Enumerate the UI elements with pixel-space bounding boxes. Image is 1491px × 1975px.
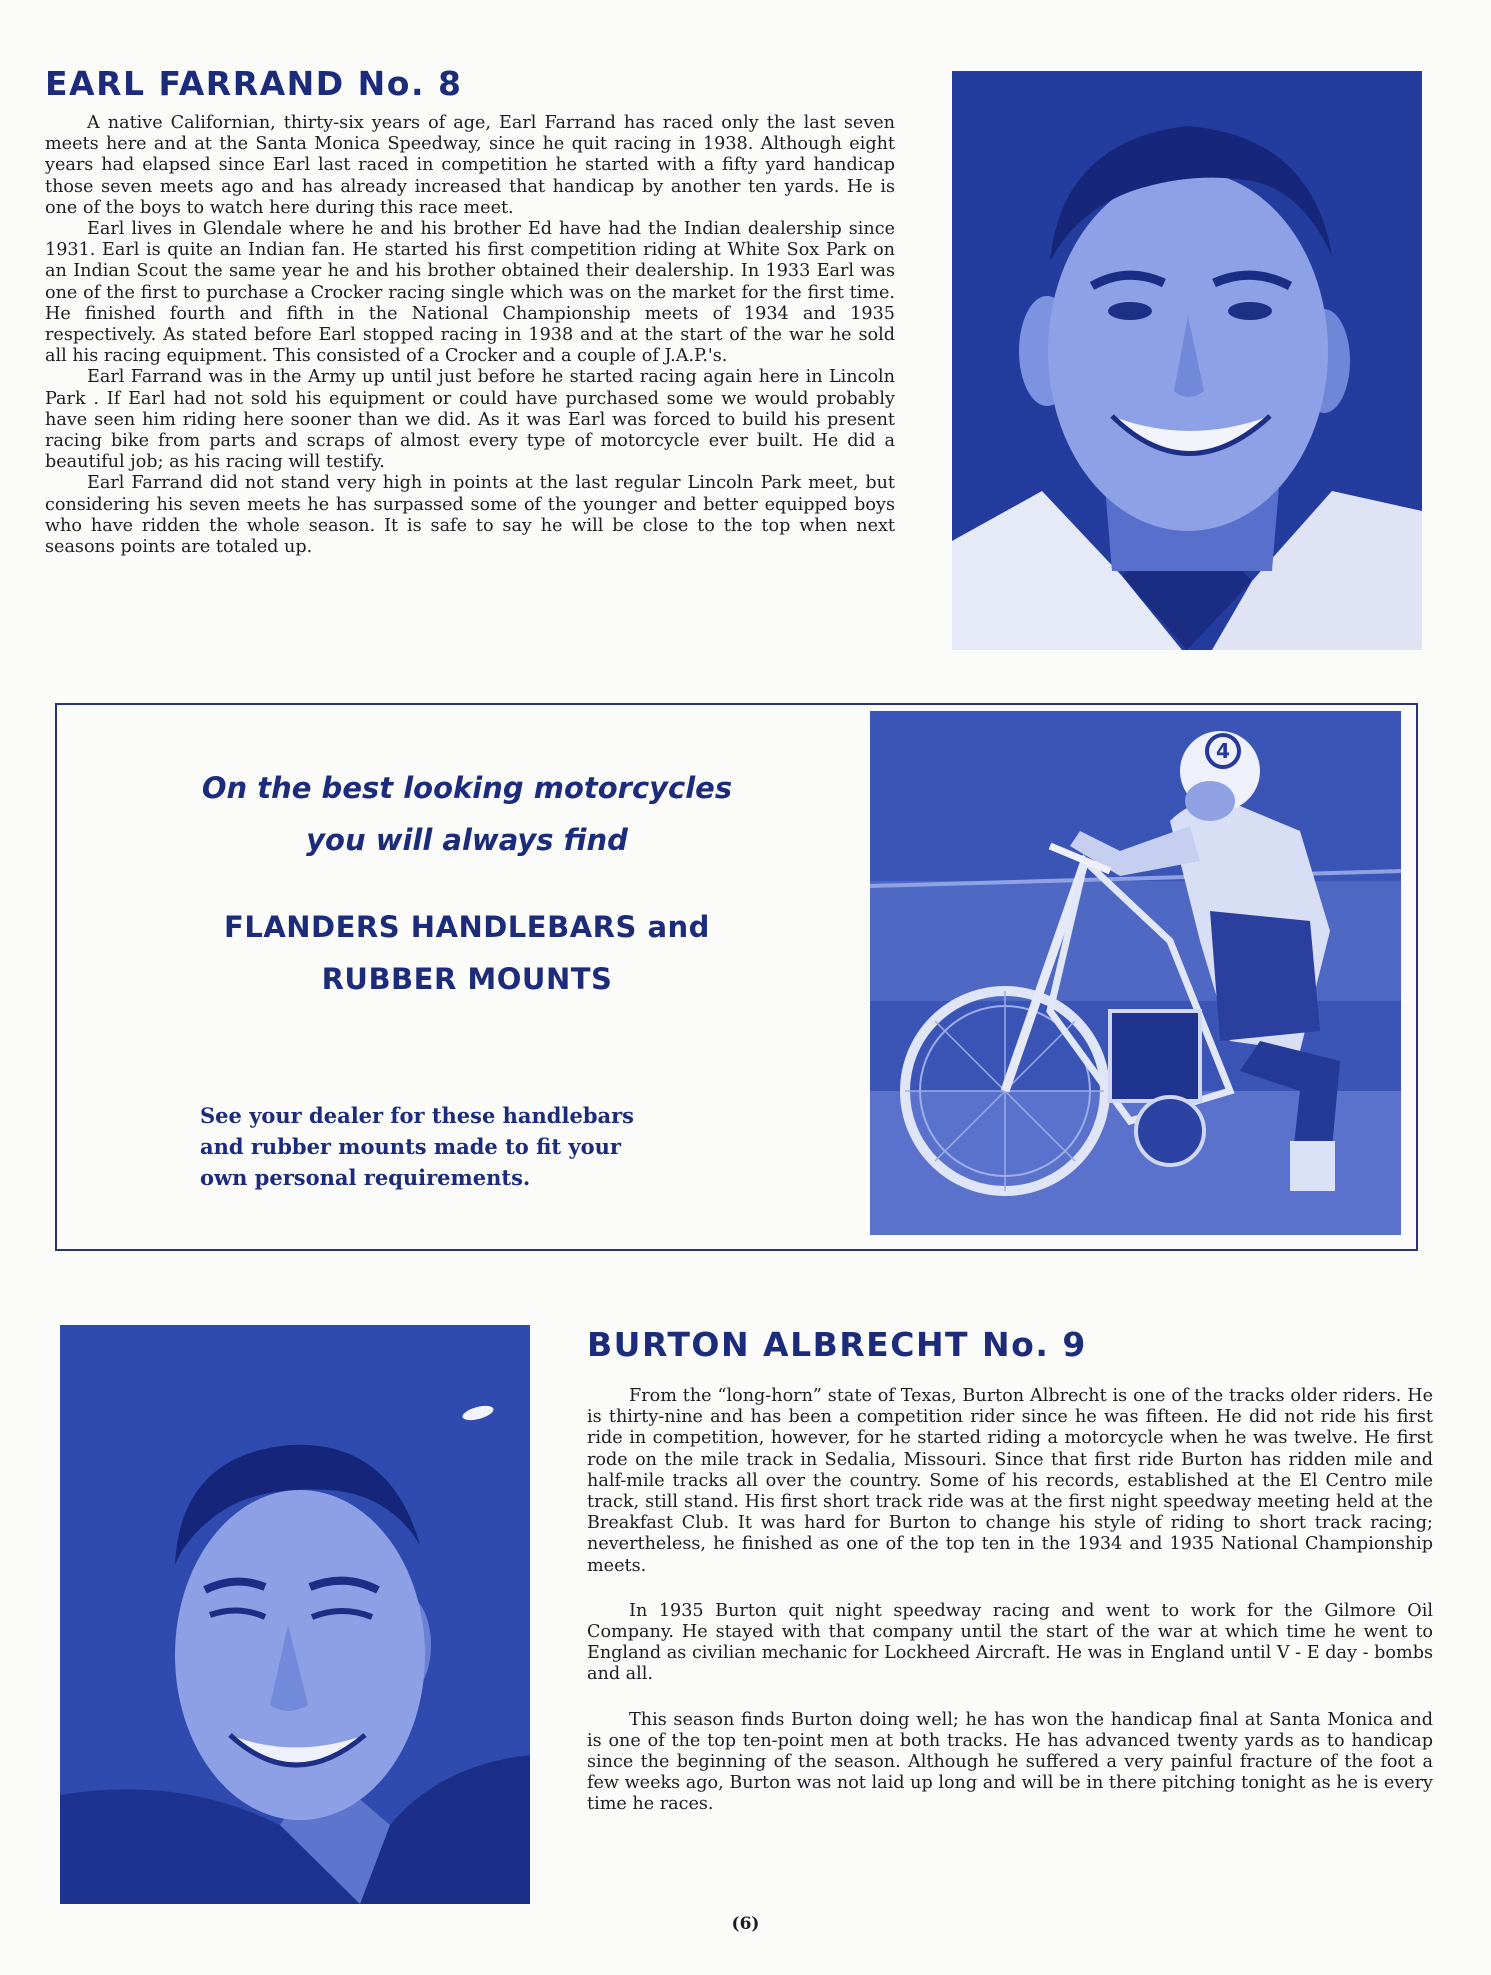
farrand-section — [45, 64, 895, 558]
ad-headline-line-2: you will always find — [306, 823, 628, 857]
farrand-paragraph-1: A native Californian, thirty-six years of age, Earl Farrand has raced only the last seven meets here and at the Santa Monica Speedway, since he quit racing in 1938. Although eight years had elapsed since Earl last raced in competition he started with a fifty yard handicap those seven meets ago and has already increased that handicap by another ten yards. He is one of the boys to watch here during this race meet. — [45, 113, 895, 218]
albrecht-portrait-art — [60, 1325, 530, 1904]
motorcycle-racer-photo — [870, 711, 1401, 1235]
farrand-title: EARL FARRAND No. 8 — [45, 64, 463, 103]
albrecht-paragraph-1: From the “long-horn” state of Texas, Burton Albrecht is one of the tracks older riders. He is thirty-nine and has been a competition rider since he was fifteen. He did not ride his first ride in competition, however, for he started riding a motorcycle when he was twelve. He first rode on the mile track in Sedalia, Missouri. Since that first ride Burton has ridden mile and half-mile tracks all over the country. Some of his records, established at the El Centro mile track, still stand. His first short track ride was at the first night speedway meeting held at the Breakfast Club. It was hard for Burton to change his style of riding to short track racing; nevertheless, he finished as one of the top ten in the 1934 and 1935 National Championship meets. — [587, 1386, 1433, 1576]
page-number: (6) — [731, 1914, 760, 1934]
ad-headline-line-1: On the best looking motorcycles — [201, 771, 733, 805]
motorcycle-racer-art — [870, 711, 1401, 1235]
albrecht-title: BURTON ALBRECHT No. 9 — [587, 1325, 1087, 1364]
flanders-advertisement — [55, 703, 1418, 1251]
helmet-number: 4 — [1216, 739, 1230, 763]
ad-product-line-2: RUBBER MOUNTS — [321, 962, 613, 996]
farrand-bio — [45, 113, 895, 558]
ad-body-line-3: own personal requirements. — [200, 1165, 531, 1190]
albrecht-paragraph-3: This season finds Burton doing well; he has won the handicap final at Santa Monica and is one of the top ten-point men at both tracks. He has advanced twenty yards as to handicap since the beginning of the season. Although he suffered a very painful fracture of the foot a few weeks ago, Burton was not laid up long and will be in there pitching tonight as he is every time he races. — [587, 1709, 1433, 1815]
albrecht-portrait-photo — [60, 1325, 530, 1904]
albrecht-bio — [587, 1386, 1433, 1816]
farrand-paragraph-4: Earl Farrand did not stand very high in points at the last regular Lincoln Park meet, but considering his seven meets he has surpassed some of the younger and better equipped boys who have ridden the whole season. It is safe to say he will be close to the top when next seasons points are totaled up. — [45, 473, 895, 558]
ad-body-line-1: See your dealer for these handlebars — [200, 1103, 634, 1128]
farrand-paragraph-3: Earl Farrand was in the Army up until just before he started racing again here in Lincoln Park . If Earl had not sold his equipment or could have purchased some we would probably have seen him riding here sooner than we did. As it was Earl was forced to build his present racing bike from parts and scraps of almost every type of motorcycle ever built. He did a beautiful job; as his racing will testify. — [45, 367, 895, 473]
ad-body-line-2: and rubber mounts made to fit your — [200, 1134, 621, 1159]
ad-body-text — [200, 1100, 760, 1193]
farrand-portrait-photo — [952, 71, 1422, 650]
farrand-paragraph-2: Earl lives in Glendale where he and his brother Ed have had the Indian dealership since 1931. Earl is quite an Indian fan. He started his first competition riding at White Sox Park on an Indian Scout the same year he and his brother obtained their dealership. In 1933 Earl was one of the first to purchase a Crocker racing single which was on the market for the first time. He finished fourth and fifth in the National Championship meets of 1934 and 1935 respectively. As stated before Earl stopped racing in 1938 and at the start of the war he sold all his racing equipment. This consisted of a Crocker and a couple of J.A.P.'s. — [45, 219, 895, 367]
albrecht-paragraph-2: In 1935 Burton quit night speedway racing and went to work for the Gilmore Oil Company. He stayed with that company until the start of the war at which time he went to England as civilian mechanic for Lockheed Aircraft. He was in England until V - E day - bombs and all. — [587, 1600, 1433, 1685]
albrecht-section — [587, 1325, 1433, 1816]
ad-product-line-1: FLANDERS HANDLEBARS and — [224, 910, 710, 944]
farrand-portrait-art — [952, 71, 1422, 650]
